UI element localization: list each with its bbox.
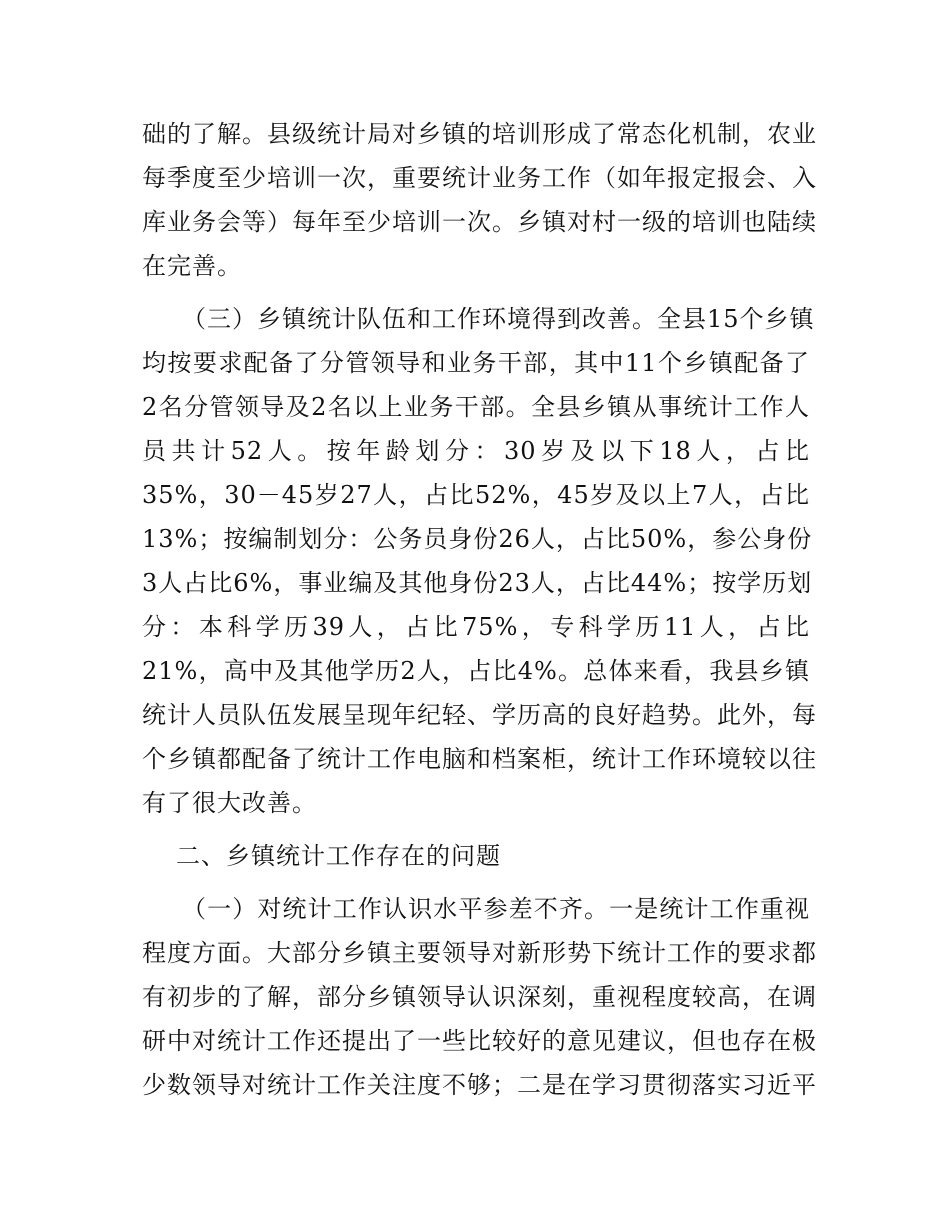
- text-line: 分：本科学历39人，占比75%，专科学历11人，占比: [142, 613, 810, 641]
- text-line: 有初步的了解，部分乡镇领导认识深刻，重视程度较高，在调: [142, 983, 817, 1011]
- heading-problems: 二、乡镇统计工作存在的问题: [176, 842, 501, 870]
- text-line: 员共计52人。按年龄划分：30岁及以下18人，占比: [142, 437, 810, 465]
- text-line: 少数领导对统计工作关注度不够；二是在学习贯彻落实习近平: [142, 1071, 817, 1099]
- paragraph-training: [142, 112, 817, 288]
- text-line: 础的了解。县级统计局对乡镇的培训形成了常态化机制，农业: [142, 120, 817, 148]
- text-line: 均按要求配备了分管领导和业务干部，其中11个乡镇配备了: [142, 349, 810, 377]
- text-line: 程度方面。大部分乡镇主要领导对新形势下统计工作的要求都: [142, 939, 817, 967]
- text-line: （一）对统计工作认识水平参差不齐。一是统计工作重视: [182, 895, 810, 923]
- text-line: 库业务会等）每年至少培训一次。乡镇对村一级的培训也陆续: [142, 208, 817, 236]
- text-line: 有了很大改善。: [142, 789, 317, 817]
- text-line: 在完善。: [142, 252, 242, 280]
- text-line: 3人占比6%，事业编及其他身份23人，占比44%；按学历划: [142, 569, 813, 597]
- text-line: （三）乡镇统计队伍和工作环境得到改善。全县15个乡镇: [182, 305, 815, 333]
- document-body: [142, 112, 817, 1107]
- paragraph-staff-environment: [142, 297, 817, 825]
- text-line: 21%，高中及其他学历2人，占比4%。总体来看，我县乡镇: [142, 657, 810, 685]
- text-line: 2名分管领导及2名以上业务干部。全县乡镇从事统计工作人: [142, 393, 810, 421]
- paragraph-awareness: [142, 887, 817, 1107]
- text-line: 个乡镇都配备了统计工作电脑和档案柜，统计工作环境较以往: [142, 745, 817, 773]
- text-line: 每季度至少培训一次，重要统计业务工作（如年报定报会、入: [142, 164, 817, 192]
- text-line: 统计人员队伍发展呈现年纪轻、学历高的良好趋势。此外，每: [142, 701, 817, 729]
- text-line: 研中对统计工作还提出了一些比较好的意见建议，但也存在极: [142, 1027, 817, 1055]
- text-line: 13%；按编制划分：公务员身份26人，占比50%，参公身份: [142, 525, 813, 553]
- section-heading: [142, 834, 810, 878]
- text-line: 35%，30－45岁27人，占比52%，45岁及以上7人，占比: [142, 481, 810, 509]
